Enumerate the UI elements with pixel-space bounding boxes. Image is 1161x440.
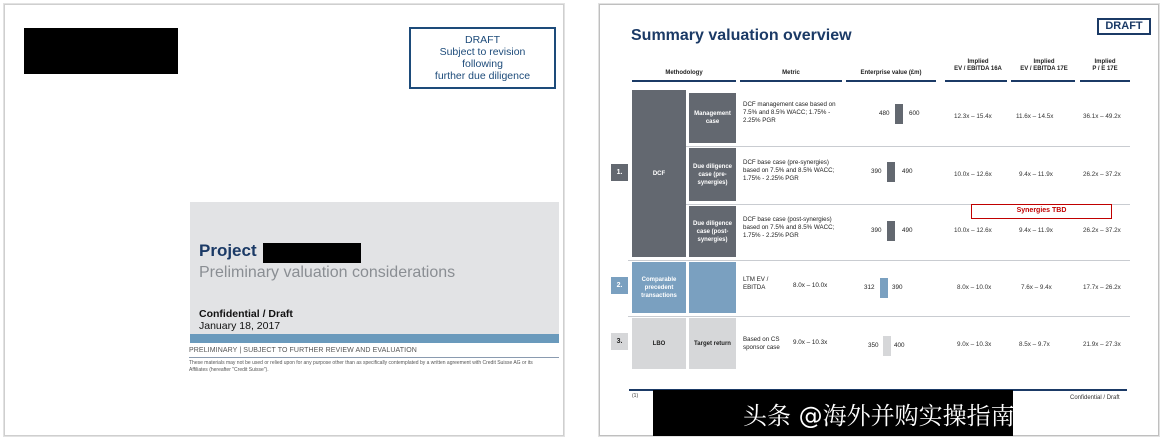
footnote-marker: (1) [632,393,639,399]
header-line: Implied [1094,59,1116,65]
draft-stamp [409,27,556,89]
ev-low-label: 390 [871,227,882,234]
ev-low-label: 480 [879,110,890,117]
header-line: EV / EBITDA 16A [954,66,1002,72]
confidential-label: Confidential / Draft [199,308,293,320]
header-line: Implied [967,59,989,65]
divider [189,357,559,358]
header-pe-17e [1080,59,1130,73]
draft-line: DRAFT [465,34,500,46]
synergies-tbd-box: Synergies TBD [971,204,1112,219]
cover-accent-stripe [190,334,559,343]
pe-17e-value: 26.2x – 37.2x [1083,227,1121,234]
header-line: Implied [1033,59,1055,65]
draft-line: following [462,58,503,70]
ev-high-label: 490 [902,168,913,175]
header-rule [632,80,736,82]
redacted-logo [24,28,178,74]
header-line: P / E 17E [1092,66,1118,72]
cover-page [4,4,564,436]
ev-low-label: 350 [868,342,879,349]
ev-high-label: 600 [909,110,920,117]
methodology-comparable: Comparable precedent transactions [632,262,686,313]
row-divider [686,146,1130,147]
ev-range-bar [883,336,891,356]
header-metric: Metric [782,70,800,76]
group-number-lbo: 3. [611,333,628,350]
watermark-text: 头条 @海外并购实操指南A到Z [743,402,1072,430]
ev-high-label: 400 [894,342,905,349]
group-number-comparable: 2. [611,277,628,294]
group-number-dcf: 1. [611,164,628,181]
ev-high-label: 490 [902,227,913,234]
header-rule [1011,80,1075,82]
ev-ebitda-17e-value: 8.5x – 9.7x [1019,341,1050,348]
case-due-diligence-post: Due diligence case (post-synergies) [689,206,736,257]
row-divider [628,316,1130,317]
pe-17e-value: 17.7x – 26.2x [1083,284,1121,291]
case-due-diligence-pre: Due diligence case (pre-synergies) [689,148,736,201]
header-ev-ebitda-16a [945,59,1011,73]
draft-line: Subject to revision [439,46,526,58]
metric-text: Based on CS sponsor case [743,336,780,351]
draft-line: further due diligence [434,70,531,82]
pe-17e-value: 36.1x – 49.2x [1083,113,1121,120]
metric-text: DCF base case (pre-synergies) based on 7.5% and 8.5% WACC; 1.75% - 2.25% PGR [743,159,835,182]
case-management: Management case [689,93,736,143]
ev-ebitda-17e-value: 9.4x – 11.9x [1019,227,1053,234]
project-label: Project [199,241,257,260]
ev-ebitda-16a-value: 8.0x – 10.0x [957,284,992,291]
header-methodology: Methodology [665,70,703,76]
pe-17e-value: 21.9x – 27.3x [1083,341,1121,348]
ev-ebitda-16a-value: 10.0x – 12.6x [954,171,992,178]
ev-ebitda-17e-value: 11.6x – 14.5x [1016,113,1054,120]
metric-text: LTM EV / EBITDA [743,276,769,291]
ev-range-bar [880,278,888,298]
page-title: Summary valuation overview [631,27,852,44]
header-line: EV / EBITDA 17E [1020,66,1068,72]
header-rule [1080,80,1130,82]
cover-date: January 18, 2017 [199,320,281,332]
ev-low-label: 312 [864,284,875,291]
ev-range-bar [887,162,895,182]
ev-range-bar [887,221,895,241]
case-target-return: Target return [689,318,736,369]
draft-badge: DRAFT [1097,18,1151,35]
ev-ebitda-17e-value: 9.4x – 11.9x [1019,171,1053,178]
header-rule [846,80,936,82]
ev-high-label: 390 [892,284,903,291]
metric-range: 9.0x – 10.3x [793,339,828,346]
footer-confidential: Confidential / Draft [1070,395,1120,401]
ev-ebitda-17e-value: 7.6x – 9.4x [1021,284,1052,291]
header-rule [945,80,1007,82]
ev-range-bar [895,104,903,124]
ev-ebitda-16a-value: 9.0x – 10.3x [957,341,992,348]
methodology-dcf: DCF [632,90,686,257]
ev-ebitda-16a-value: 10.0x – 12.6x [954,227,992,234]
header-enterprise-value: Enterprise value (£m) [860,70,922,76]
ev-ebitda-16a-value: 12.3x – 15.4x [954,113,992,120]
cover-subtitle: Preliminary valuation considerations [199,264,456,281]
metric-text: DCF management case based on 7.5% and 8.5% WACC; 1.75% - 2.25% PGR [743,101,836,124]
metric-range: 8.0x – 10.0x [793,282,828,289]
preliminary-note: PRELIMINARY | SUBJECT TO FURTHER REVIEW AND EVALUATION [189,347,417,354]
pe-17e-value: 26.2x – 37.2x [1083,171,1121,178]
redacted-project-name [263,243,361,263]
summary-page [599,4,1159,436]
methodology-lbo: LBO [632,318,686,369]
metric-text: DCF base case (post-synergies) based on 7.5% and 8.5% WACC; 1.75% - 2.25% PGR [743,216,835,239]
ev-low-label: 390 [871,168,882,175]
disclaimer-text: These materials may not be used or relied upon for any purpose other than as specifically contemplated by a written agreement with Credit Suisse AG or its Affiliates (hereafter "Credit Suisse"). [189,360,533,373]
header-rule [740,80,842,82]
header-ev-ebitda-17e [1011,59,1077,73]
case-comparable-blank [689,262,736,313]
row-divider [628,260,1130,261]
